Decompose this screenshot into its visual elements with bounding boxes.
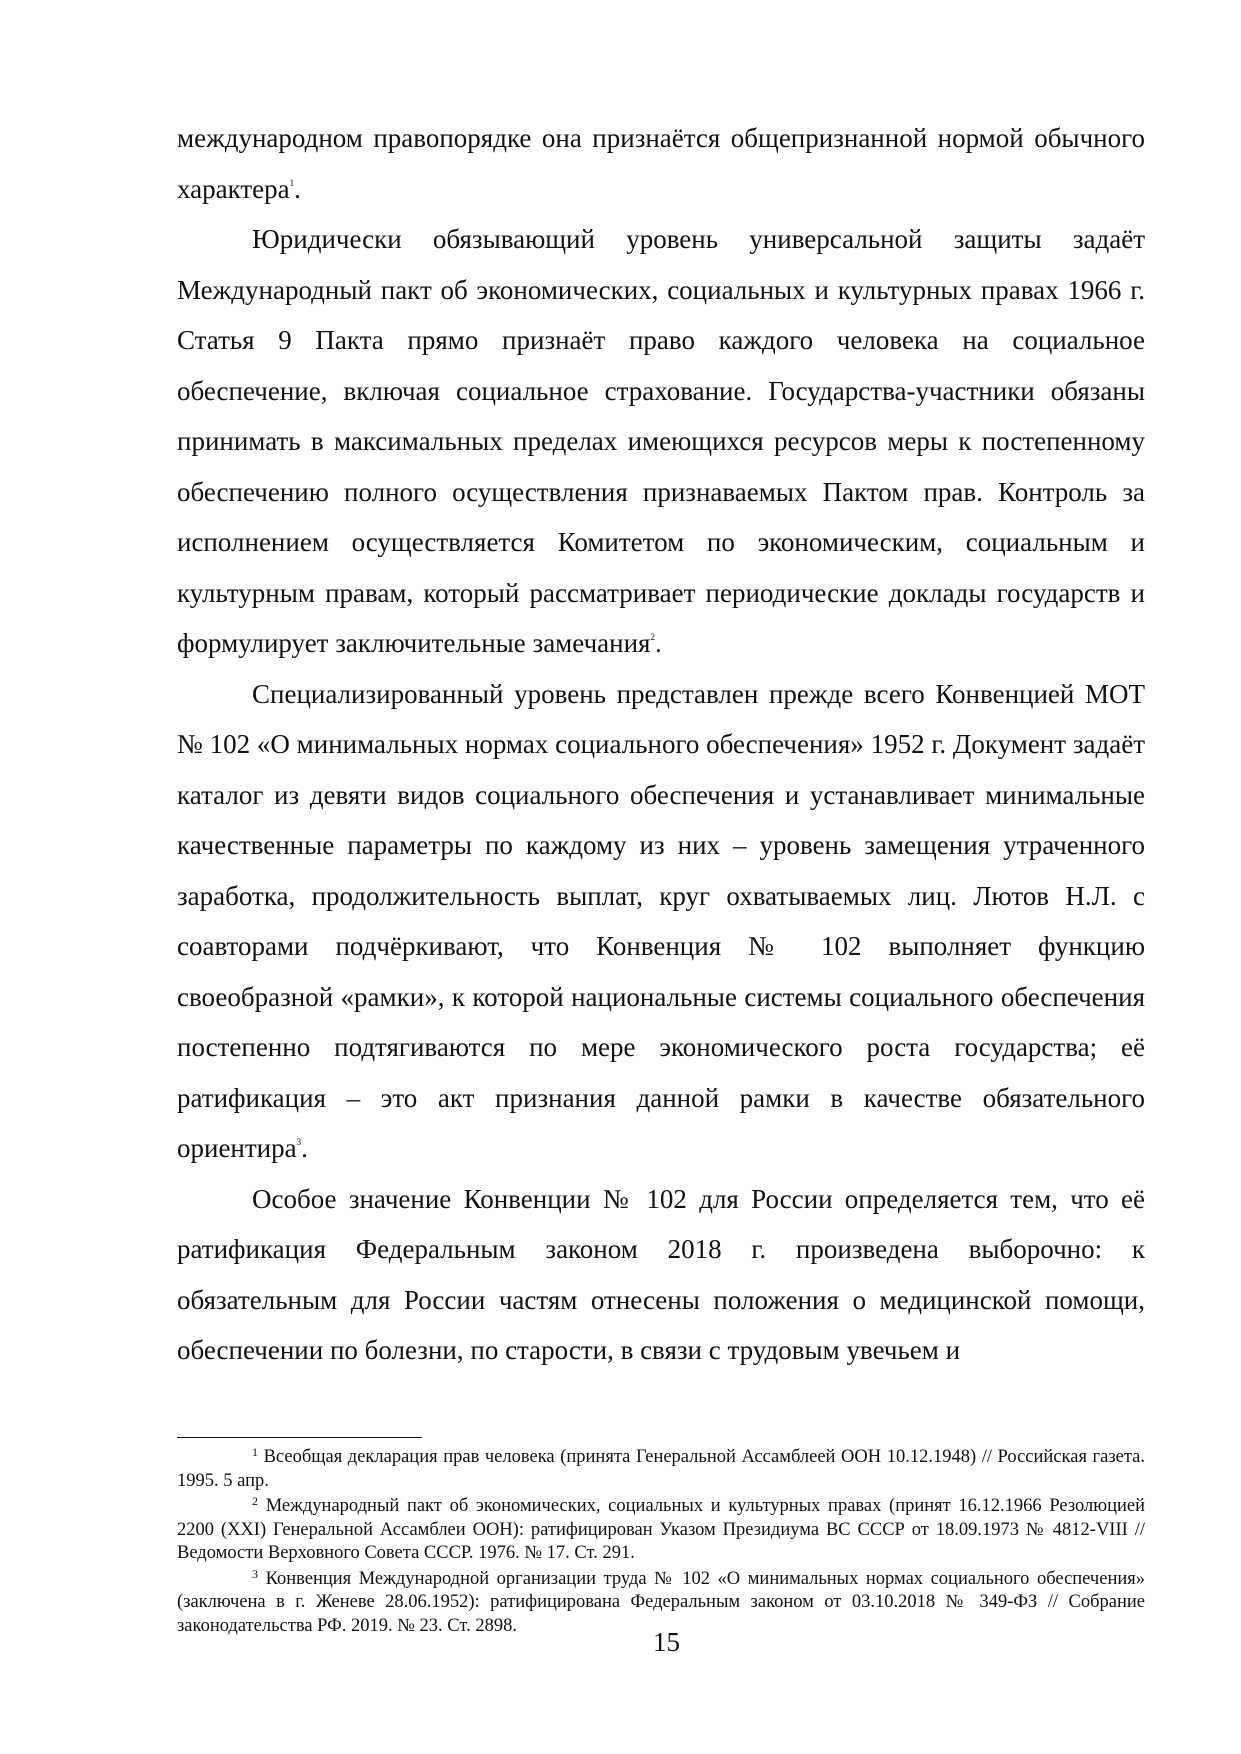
- document-body: [177, 113, 1145, 1376]
- paragraph-universal-level: [177, 214, 1145, 669]
- footnote-text: Конвенция Международной организации труда № 102 «О минимальных нормах социального обеспечения» (заключена в г. Женеве 28.06.1952): ратифицирована Федеральным законом от 03.10.2018 № 349-ФЗ // Собрание законодательства РФ. 2019. № 23. Ст. 2898.: [177, 1568, 1146, 1636]
- footnote-text: Международный пакт об экономических, социальных и культурных правах (принят 16.12.1966 Резолюцией 2200 (XXI) Генеральной Ассамблеи ООН): ратифицирован Указом Президиума ВС СССР от 18.09.1973 № 4812-VIII // Ведомости Верховного Совета СССР. 1976. № 17. Ст. 291.: [177, 1496, 1145, 1563]
- paragraph-tail: .: [294, 173, 301, 204]
- page-number: 15: [653, 1627, 680, 1657]
- paragraph-text: Юридически обязывающий уровень универсальной защиты задаёт Международный пакт об экономических, социальных и культурных правах 1966 г. Статья 9 Пакта прямо признаёт право каждого человека на социальное обеспечение, включая социальное страхование. Государства-участники обязаны принимать в максимальных пределах имеющихся ресурсов меры к постепенному обеспечению полного осуществления признаваемых Пактом прав. Контроль за исполнением осуществляется Комитетом по экономическим, социальным и культурным правам, который рассматривает периодические доклады государств и формулирует заключительные замечания: [177, 224, 1145, 658]
- footnote-text: Всеобщая декларация прав человека (принята Генеральной Ассамблеей ООН 10.12.1948) // Российская газета. 1995. 5 апр.: [177, 1447, 1146, 1491]
- footnote-number: 2: [252, 1494, 258, 1508]
- footnote-2: [177, 1495, 1145, 1566]
- paragraph-text: Специализированный уровень представлен прежде всего Конвенцией МОТ № 102 «О минимальных нормах социального обеспечения» 1952 г. Документ задаёт каталог из девяти видов социального обеспечения и устанавливает минимальные качественные параметры по каждому из них – уровень замещения утраченного заработка, продолжительность выплат, круг охватываемых лиц. Лютов Н.Л. с соавторами подчёркивают, что Конвенция № 102 выполняет функцию своеобразной «рамки», к которой национальные системы социального обеспечения постепенно подтягиваются по мере экономического роста государства; её ратификация – это акт признания данной рамки в качестве обязательного ориентира: [177, 678, 1145, 1163]
- paragraph-text: Особое значение Конвенции № 102 для России определяется тем, что её ратификация Федеральным законом 2018 г. произведена выборочно: к обязательным для России частям отнесены положения о медицинской помощи, обеспечении по болезни, по старости, в связи с трудовым увечьем и: [177, 1183, 1145, 1365]
- footnote-ref-2[interactable]: 2: [650, 632, 655, 642]
- footnote-1: [177, 1446, 1145, 1493]
- paragraph-text: международном правопорядке она признаётся общепризнанной нормой обычного характера: [177, 123, 1145, 204]
- footnotes: [177, 1446, 1145, 1640]
- footnote-number: 1: [252, 1445, 258, 1459]
- paragraph-specialized-level: [177, 669, 1145, 1174]
- paragraph-tail: .: [654, 628, 662, 658]
- footnote-separator: [177, 1437, 422, 1438]
- footnote-ref-3[interactable]: 3: [296, 1137, 302, 1147]
- footnote-number: 3: [252, 1566, 258, 1581]
- footnote-ref-1[interactable]: 1: [289, 177, 295, 188]
- paragraph-tail: .: [301, 1133, 308, 1163]
- paragraph-continuation: [177, 113, 1145, 214]
- paragraph-russia-ratification: [177, 1174, 1145, 1376]
